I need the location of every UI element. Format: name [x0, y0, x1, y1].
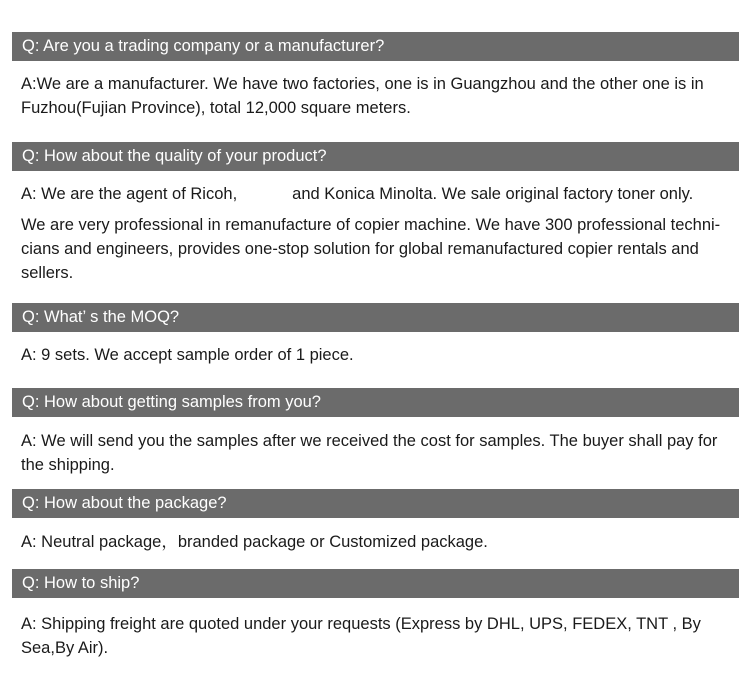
answer-line: A: Neutral package，branded package or Customized package.: [21, 533, 488, 551]
faq-answer-4: [21, 429, 743, 477]
faq-answer-3: [21, 343, 743, 367]
faq-question-4: Q: How about getting samples from you?: [12, 388, 739, 417]
answer-line: the shipping.: [21, 456, 115, 474]
faq-question-5: Q: How about the package?: [12, 489, 739, 518]
answer-line: We are very professional in remanufacture of copier machine. We have 300 professional techni-: [21, 216, 721, 234]
faq-question-3: Q: What’ s the MOQ?: [12, 303, 739, 332]
answer-line: Sea,By Air).: [21, 639, 109, 657]
faq-answer-5: [21, 530, 743, 554]
answer-line: A: We are the agent of Ricoh, and Konica Minolta. We sale original factory toner only.: [21, 185, 694, 203]
answer-line: A:We are a manufacturer. We have two factories, one is in Guangzhou and the other one is in: [21, 75, 704, 93]
answer-line: Fuzhou(Fujian Province), total 12,000 square meters.: [21, 99, 411, 117]
answer-line: A: Shipping freight are quoted under your requests (Express by DHL, UPS, FEDEX, TNT , By: [21, 615, 701, 633]
faq-question-2: Q: How about the quality of your product?: [12, 142, 739, 171]
answer-line: cians and engineers, provides one-stop solution for global remanufactured copier rentals and: [21, 240, 699, 258]
faq-question-1: Q: Are you a trading company or a manufacturer?: [12, 32, 739, 61]
faq-answer-2-detail: [21, 213, 743, 285]
faq-answer-6: [21, 612, 743, 660]
faq-answer-1: [21, 72, 743, 120]
answer-line: A: We will send you the samples after we received the cost for samples. The buyer shall pay for: [21, 432, 718, 450]
answer-line: A: 9 sets. We accept sample order of 1 piece.: [21, 346, 354, 364]
answer-line: sellers.: [21, 264, 74, 282]
faq-question-6: Q: How to ship?: [12, 569, 739, 598]
faq-answer-2: [21, 182, 743, 206]
